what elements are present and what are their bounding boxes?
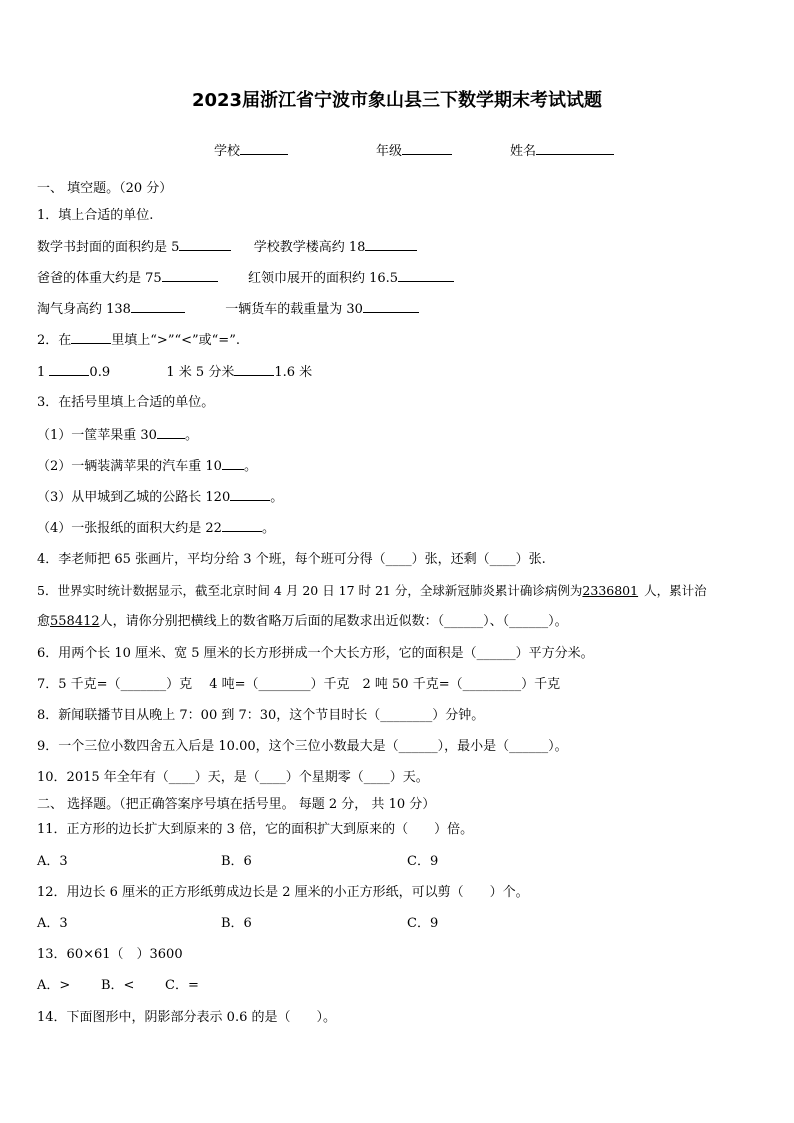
q2-stem xyxy=(37,331,240,350)
q2-stem-b: 里填上“>”“<”或“=”. xyxy=(111,333,240,348)
q5-line2 xyxy=(37,613,568,631)
q3-item-2-text: （2）一辆装满苹果的汽车重 10 xyxy=(37,459,222,474)
q8: 8．新闻联播节目从晚上 7：00 到 7：30，这个节目时长（________）分钟。 xyxy=(37,708,485,723)
q1-stem: 1．填上合适的单位. xyxy=(37,208,154,223)
q5-p3: 愈 xyxy=(37,614,51,629)
q1-a-blank[interactable] xyxy=(179,238,231,251)
q5-number-1: 2336801 xyxy=(582,583,639,598)
q6: 6．用两个长 10 厘米、宽 5 厘米的长方形拼成一个大长方形，它的面积是（______）平方分米。 xyxy=(37,646,594,661)
q13-option-b[interactable]: B．< xyxy=(101,978,135,993)
q2-stem-blank xyxy=(71,331,111,344)
q5-p4: 人，请你分别把横线上的数省略万后面的尾数求出近似数：（______）、（______）。 xyxy=(99,614,568,629)
q3-item-4 xyxy=(37,519,275,538)
q2-b-left: 1 米 5 分米 xyxy=(166,365,235,380)
page-title: 2023届浙江省宁波市象山县三下数学期末考试试题 xyxy=(191,90,603,111)
q12-option-a[interactable]: A．3 xyxy=(37,916,68,931)
grade-label: 年级 xyxy=(376,144,403,159)
q1-f: 一辆货车的载重量为 30 xyxy=(225,302,363,317)
q2-b-blank[interactable] xyxy=(234,363,274,376)
q3-item-2 xyxy=(37,457,257,476)
q1-e-blank[interactable] xyxy=(131,300,185,313)
q12-stem: 12．用边长 6 厘米的正方形纸剪成边长是 2 厘米的小正方形纸，可以剪（ ）个。 xyxy=(37,885,529,900)
q5-number-2: 558412 xyxy=(50,614,100,629)
q2-b-right: 1.6 米 xyxy=(274,365,313,380)
q3-item-1-blank[interactable] xyxy=(157,426,185,439)
q3-item-3 xyxy=(37,488,283,507)
q14-stem: 14．下面图形中，阴影部分表示 0.6 的是（ ）。 xyxy=(37,1010,336,1025)
q1-row3 xyxy=(37,300,419,319)
q1-d-blank[interactable] xyxy=(398,269,454,282)
q2-stem-a: 2．在 xyxy=(37,333,72,348)
q11-options xyxy=(37,853,438,871)
school-blank[interactable] xyxy=(240,142,288,155)
q1-d: 红领巾展开的面积约 16.5 xyxy=(247,271,399,286)
q3-item-3-end: 。 xyxy=(270,490,284,505)
grade-blank[interactable] xyxy=(402,142,452,155)
q3-item-1-text: （1）一筐苹果重 30 xyxy=(37,428,157,443)
q1-b: 学校教学楼高约 18 xyxy=(253,240,366,255)
school-label: 学校 xyxy=(214,144,241,159)
q3-item-4-blank[interactable] xyxy=(222,519,262,532)
q1-c: 爸爸的体重大约是 75 xyxy=(37,271,162,286)
q13-stem: 13．60×61（ ）3600 xyxy=(37,947,183,962)
q1-row2 xyxy=(37,269,454,288)
q3-item-1 xyxy=(37,426,198,445)
name-field xyxy=(510,140,614,159)
q3-item-1-end: 。 xyxy=(184,428,198,443)
q11-stem: 11．正方形的边长扩大到原来的 3 倍，它的面积扩大到原来的（ ）倍。 xyxy=(37,822,474,837)
q1-a: 数学书封面的面积约是 5 xyxy=(37,240,180,255)
grade-field xyxy=(376,140,452,159)
q1-row1 xyxy=(37,238,417,257)
section1-heading: 一、 填空题。（20 分） xyxy=(37,181,173,196)
q3-item-2-blank[interactable] xyxy=(222,457,244,470)
q1-b-blank[interactable] xyxy=(365,238,417,251)
q2-a-left: 1 xyxy=(37,365,46,380)
q3-item-4-text: （4）一张报纸的面积大约是 22 xyxy=(37,521,222,536)
q11-option-b[interactable]: B．6 xyxy=(221,854,252,869)
q9: 9．一个三位小数四舍五入后是 10.00，这个三位小数最大是（______），最小是（______）。 xyxy=(37,739,568,754)
name-label: 姓名 xyxy=(510,144,537,159)
q13-option-a[interactable]: A．> xyxy=(37,978,71,993)
q3-stem: 3．在括号里填上合适的单位。 xyxy=(37,395,215,410)
q3-item-4-end: 。 xyxy=(261,521,275,536)
q12-option-b[interactable]: B．6 xyxy=(221,916,252,931)
q5-line1 xyxy=(37,582,707,600)
q1-c-blank[interactable] xyxy=(162,269,218,282)
q3-item-3-text: （3）从甲城到乙城的公路长 120 xyxy=(37,490,231,505)
q1-f-blank[interactable] xyxy=(363,300,419,313)
q12-option-c[interactable]: C．9 xyxy=(407,916,439,931)
q13-option-c[interactable]: C．= xyxy=(165,978,199,993)
section2-heading: 二、 选择题。（把正确答案序号填在括号里。 每题 2 分， 共 10 分） xyxy=(37,797,436,812)
q2-a-blank[interactable] xyxy=(49,363,89,376)
q5-p2: 人，累计治 xyxy=(644,583,707,598)
q11-option-c[interactable]: C．9 xyxy=(407,854,439,869)
q3-item-2-end: 。 xyxy=(243,459,257,474)
q2-items xyxy=(37,363,312,382)
q5-p1: 5．世界实时统计数据显示，截至北京时间 4 月 20 日 17 时 21 分，全球新冠肺炎累计确诊病例为 xyxy=(37,583,583,598)
q3-item-3-blank[interactable] xyxy=(230,488,270,501)
q10: 10．2015 年全年有（____）天，是（____）个星期零（____）天。 xyxy=(37,770,429,785)
q4: 4．李老师把 65 张画片，平均分给 3 个班，每个班可分得（____）张，还剩（____）张. xyxy=(37,552,546,567)
name-blank[interactable] xyxy=(536,142,614,155)
q11-option-a[interactable]: A．3 xyxy=(37,854,68,869)
q2-a-right: 0.9 xyxy=(89,365,111,380)
q13-options xyxy=(37,977,199,995)
q12-options xyxy=(37,915,438,933)
q7: 7．5 千克=（_______）克 4 吨=（________）千克 2 吨 50 千克=（_________）千克 xyxy=(37,677,561,692)
school-field xyxy=(214,140,288,159)
q1-e: 淘气身高约 138 xyxy=(37,302,131,317)
